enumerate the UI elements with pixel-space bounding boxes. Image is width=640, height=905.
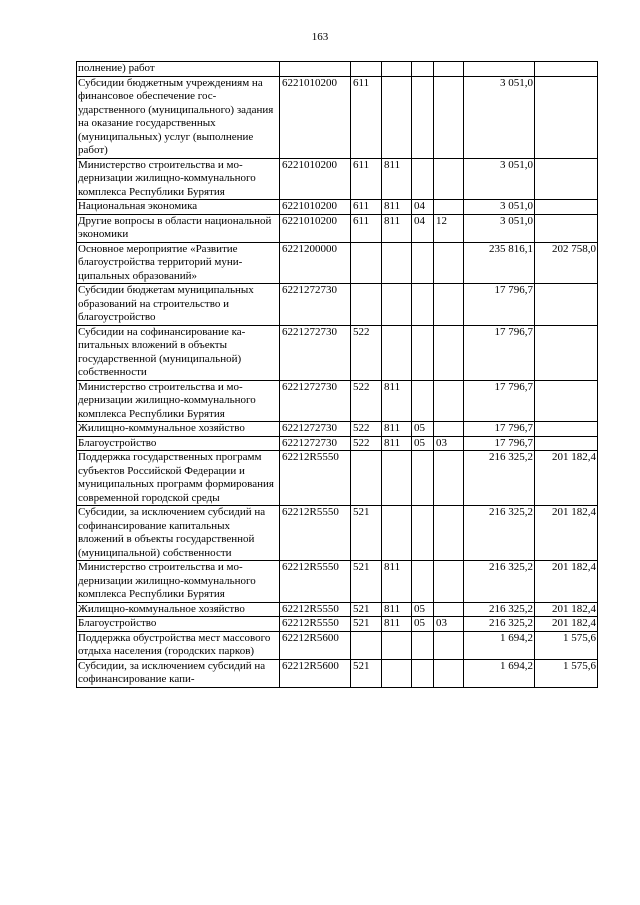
cell-amount-2: 1 575,6	[535, 631, 598, 659]
cell-ministry-code	[382, 62, 412, 77]
cell-subsection	[434, 602, 464, 617]
page-number: 163	[311, 31, 329, 43]
cell-expense-type: 611	[351, 76, 382, 158]
cell-amount-2	[535, 76, 598, 158]
cell-name: Поддержка государственных программ субъектов Российской Федерации и муниципальных программ формирования современной городской среды	[77, 451, 280, 506]
cell-name: Жилищно-коммунальное хозяйство	[77, 602, 280, 617]
cell-ministry-code: 811	[382, 214, 412, 242]
cell-name: Субсидии, за исключением субсидий на софинансирование капи-	[77, 659, 280, 687]
cell-section	[412, 380, 434, 422]
table-row	[77, 380, 598, 422]
cell-target-code: 6221272730	[280, 284, 351, 326]
cell-expense-type: 522	[351, 436, 382, 451]
cell-ministry-code	[382, 284, 412, 326]
cell-subsection	[434, 659, 464, 687]
cell-target-code: 6221010200	[280, 214, 351, 242]
cell-target-code: 6221010200	[280, 200, 351, 215]
cell-section	[412, 62, 434, 77]
cell-amount-2	[535, 284, 598, 326]
cell-target-code: 62212R5550	[280, 561, 351, 603]
cell-section	[412, 631, 434, 659]
cell-amount-1: 17 796,7	[464, 436, 535, 451]
table-row	[77, 631, 598, 659]
budget-table-body	[77, 62, 598, 688]
cell-amount-1: 3 051,0	[464, 200, 535, 215]
cell-amount-2	[535, 325, 598, 380]
cell-amount-1: 17 796,7	[464, 380, 535, 422]
cell-target-code: 6221010200	[280, 76, 351, 158]
cell-name: Министерство строительства и модернизации жилищно-коммунального комплекса Республики Бурятия	[77, 561, 280, 603]
cell-target-code: 6221272730	[280, 380, 351, 422]
cell-target-code: 62212R5550	[280, 602, 351, 617]
cell-amount-2: 202 758,0	[535, 242, 598, 284]
cell-target-code: 62212R5550	[280, 617, 351, 632]
cell-amount-1: 17 796,7	[464, 422, 535, 437]
table-row	[77, 325, 598, 380]
cell-expense-type: 521	[351, 561, 382, 603]
cell-section	[412, 242, 434, 284]
cell-amount-1: 216 325,2	[464, 602, 535, 617]
cell-section	[412, 76, 434, 158]
cell-subsection	[434, 561, 464, 603]
budget-table	[76, 61, 598, 688]
cell-target-code: 62212R5600	[280, 659, 351, 687]
table-row	[77, 602, 598, 617]
cell-ministry-code	[382, 506, 412, 561]
cell-name: Субсидии, за исключением субсидий на софинансирование капитальных вложений в объекты государственной (муниципальной) собственности	[77, 506, 280, 561]
cell-amount-2	[535, 62, 598, 77]
cell-amount-2	[535, 436, 598, 451]
table-row	[77, 659, 598, 687]
cell-subsection	[434, 422, 464, 437]
cell-expense-type: 521	[351, 617, 382, 632]
cell-target-code: 6221200000	[280, 242, 351, 284]
cell-amount-1: 17 796,7	[464, 284, 535, 326]
cell-name: Благоустройство	[77, 436, 280, 451]
cell-amount-2: 201 182,4	[535, 561, 598, 603]
table-row	[77, 284, 598, 326]
cell-target-code: 6221272730	[280, 325, 351, 380]
cell-target-code: 6221010200	[280, 158, 351, 200]
cell-section: 05	[412, 617, 434, 632]
cell-section	[412, 561, 434, 603]
cell-subsection	[434, 62, 464, 77]
cell-expense-type: 522	[351, 422, 382, 437]
cell-amount-1: 216 325,2	[464, 451, 535, 506]
cell-subsection	[434, 380, 464, 422]
cell-name: Благоустройство	[77, 617, 280, 632]
cell-expense-type: 521	[351, 506, 382, 561]
table-row	[77, 158, 598, 200]
cell-amount-2	[535, 158, 598, 200]
cell-subsection	[434, 506, 464, 561]
cell-name: Основное мероприятие «Развитие благоустройства территорий муниципальных образований»	[77, 242, 280, 284]
table-row	[77, 200, 598, 215]
cell-amount-2: 201 182,4	[535, 451, 598, 506]
table-row	[77, 451, 598, 506]
cell-subsection: 03	[434, 617, 464, 632]
table-row	[77, 436, 598, 451]
cell-name: Национальная экономика	[77, 200, 280, 215]
cell-amount-1: 3 051,0	[464, 76, 535, 158]
cell-amount-1: 216 325,2	[464, 561, 535, 603]
cell-expense-type: 611	[351, 200, 382, 215]
cell-name: Жилищно-коммунальное хозяйство	[77, 422, 280, 437]
cell-name: Субсидии бюджетным учреждениям на финансовое обеспечение государственного (муниципального) задания на оказание государственных (муниципальных) услуг (выполнение работ)	[77, 76, 280, 158]
cell-amount-1: 3 051,0	[464, 214, 535, 242]
cell-subsection	[434, 631, 464, 659]
table-row	[77, 617, 598, 632]
cell-amount-1: 17 796,7	[464, 325, 535, 380]
cell-amount-1: 1 694,2	[464, 631, 535, 659]
cell-name: Министерство строительства и модернизации жилищно-коммунального комплекса Республики Бурятия	[77, 158, 280, 200]
cell-ministry-code: 811	[382, 158, 412, 200]
cell-amount-1: 3 051,0	[464, 158, 535, 200]
cell-target-code: 6221272730	[280, 436, 351, 451]
cell-amount-2	[535, 214, 598, 242]
cell-expense-type: 522	[351, 380, 382, 422]
cell-ministry-code: 811	[382, 436, 412, 451]
cell-ministry-code	[382, 451, 412, 506]
cell-amount-2: 201 182,4	[535, 617, 598, 632]
cell-section	[412, 284, 434, 326]
cell-section	[412, 506, 434, 561]
cell-section: 04	[412, 200, 434, 215]
cell-expense-type	[351, 242, 382, 284]
cell-name: Субсидии бюджетам муниципальных образований на строительство и благоустройство	[77, 284, 280, 326]
cell-amount-2: 1 575,6	[535, 659, 598, 687]
cell-target-code: 6221272730	[280, 422, 351, 437]
table-row	[77, 76, 598, 158]
cell-subsection	[434, 451, 464, 506]
cell-amount-2	[535, 200, 598, 215]
cell-target-code: 62212R5550	[280, 451, 351, 506]
cell-section	[412, 158, 434, 200]
cell-ministry-code: 811	[382, 380, 412, 422]
cell-subsection	[434, 200, 464, 215]
cell-amount-2: 201 182,4	[535, 506, 598, 561]
cell-subsection: 12	[434, 214, 464, 242]
cell-ministry-code	[382, 242, 412, 284]
cell-section	[412, 659, 434, 687]
cell-name: Другие вопросы в области национальной экономики	[77, 214, 280, 242]
cell-section: 05	[412, 436, 434, 451]
cell-name: Субсидии на софинансирование капитальных вложений в объекты государственной (муниципальной) собственности	[77, 325, 280, 380]
cell-name: полнение) работ	[77, 62, 280, 77]
cell-expense-type	[351, 451, 382, 506]
cell-expense-type	[351, 631, 382, 659]
cell-amount-1: 235 816,1	[464, 242, 535, 284]
cell-target-code	[280, 62, 351, 77]
table-row	[77, 506, 598, 561]
cell-amount-2	[535, 422, 598, 437]
cell-section	[412, 451, 434, 506]
cell-expense-type	[351, 62, 382, 77]
cell-name: Министерство строительства и модернизации жилищно-коммунального комплекса Республики Бурятия	[77, 380, 280, 422]
cell-ministry-code: 811	[382, 561, 412, 603]
cell-subsection	[434, 242, 464, 284]
cell-section: 05	[412, 422, 434, 437]
cell-ministry-code: 811	[382, 200, 412, 215]
cell-amount-2	[535, 380, 598, 422]
cell-amount-1: 1 694,2	[464, 659, 535, 687]
cell-ministry-code	[382, 325, 412, 380]
cell-ministry-code	[382, 76, 412, 158]
table-row	[77, 62, 598, 77]
cell-amount-1: 216 325,2	[464, 506, 535, 561]
cell-target-code: 62212R5600	[280, 631, 351, 659]
table-row	[77, 561, 598, 603]
cell-section: 05	[412, 602, 434, 617]
cell-amount-2: 201 182,4	[535, 602, 598, 617]
cell-ministry-code	[382, 659, 412, 687]
cell-subsection: 03	[434, 436, 464, 451]
cell-expense-type: 521	[351, 602, 382, 617]
cell-expense-type: 521	[351, 659, 382, 687]
table-row	[77, 422, 598, 437]
table-row	[77, 242, 598, 284]
cell-expense-type: 611	[351, 158, 382, 200]
cell-name: Поддержка обустройства мест массового отдыха населения (городских парков)	[77, 631, 280, 659]
cell-subsection	[434, 325, 464, 380]
cell-ministry-code: 811	[382, 602, 412, 617]
cell-subsection	[434, 284, 464, 326]
cell-section: 04	[412, 214, 434, 242]
cell-ministry-code: 811	[382, 422, 412, 437]
cell-target-code: 62212R5550	[280, 506, 351, 561]
cell-expense-type	[351, 284, 382, 326]
cell-amount-1: 216 325,2	[464, 617, 535, 632]
cell-ministry-code: 811	[382, 617, 412, 632]
cell-subsection	[434, 76, 464, 158]
table-row	[77, 214, 598, 242]
cell-ministry-code	[382, 631, 412, 659]
cell-subsection	[434, 158, 464, 200]
cell-expense-type: 522	[351, 325, 382, 380]
cell-expense-type: 611	[351, 214, 382, 242]
cell-amount-1	[464, 62, 535, 77]
cell-section	[412, 325, 434, 380]
